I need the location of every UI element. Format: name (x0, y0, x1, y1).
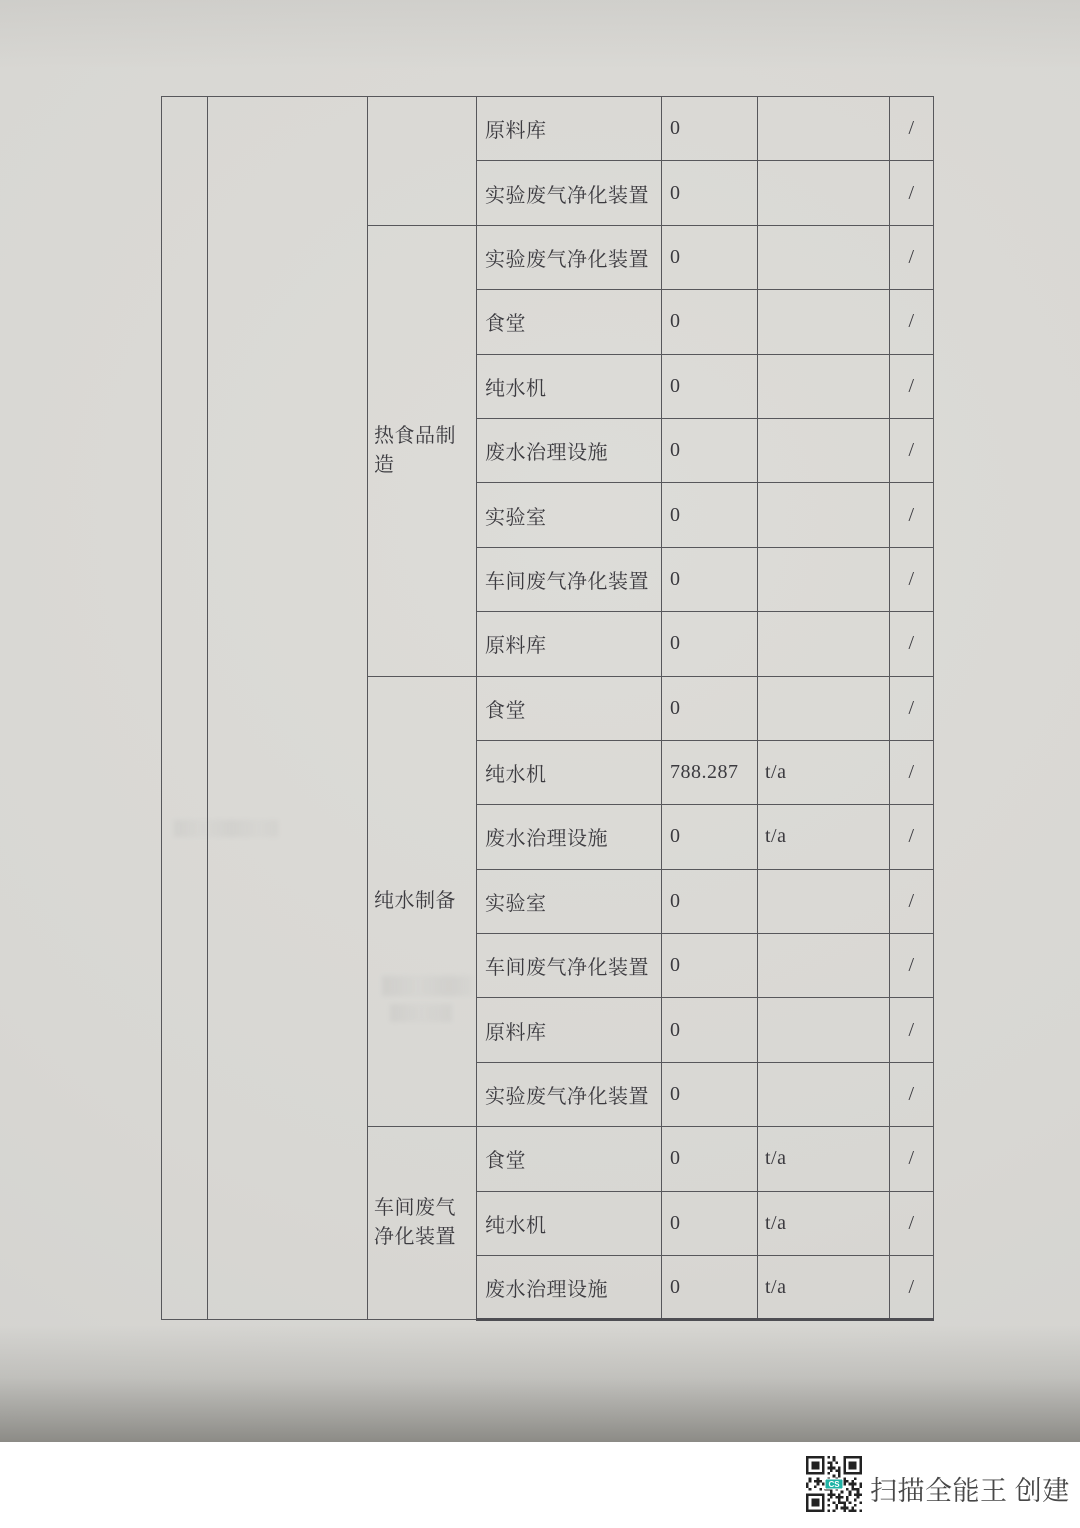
item-cell: 废水治理设施 (477, 418, 662, 482)
item-cell: 纯水机 (477, 354, 662, 418)
remark-cell: / (890, 869, 934, 933)
item-cell: 食堂 (477, 1127, 662, 1191)
unit-cell (758, 97, 890, 161)
item-cell: 食堂 (477, 290, 662, 354)
unit-cell: t/a (758, 1127, 890, 1191)
group-label-cell (368, 97, 477, 226)
value-cell: 0 (662, 290, 758, 354)
value-cell: 0 (662, 225, 758, 289)
svg-text:CS: CS (828, 1479, 840, 1489)
value-cell: 0 (662, 547, 758, 611)
item-cell: 车间废气净化装置 (477, 547, 662, 611)
unit-cell (758, 1062, 890, 1126)
remark-cell: / (890, 290, 934, 354)
unit-cell (758, 547, 890, 611)
remark-cell: / (890, 225, 934, 289)
remark-cell: / (890, 612, 934, 676)
remark-cell: / (890, 483, 934, 547)
photo-bottom-shadow (0, 1325, 1080, 1442)
unit-cell (758, 934, 890, 998)
unit-cell (758, 225, 890, 289)
carryover-cell (208, 97, 368, 1320)
remark-cell: / (890, 1256, 934, 1320)
photo-top-shadow (0, 0, 1080, 70)
remark-cell: / (890, 934, 934, 998)
group-label-cell: 热食品制造 (368, 225, 477, 676)
remark-cell: / (890, 1062, 934, 1126)
group-label-cell: 纯水制备 (368, 676, 477, 1127)
value-cell: 0 (662, 805, 758, 869)
unit-cell: t/a (758, 740, 890, 804)
remark-cell: / (890, 418, 934, 482)
item-cell: 纯水机 (477, 1191, 662, 1255)
item-cell: 车间废气净化装置 (477, 934, 662, 998)
remark-cell: / (890, 97, 934, 161)
unit-cell (758, 290, 890, 354)
value-cell: 0 (662, 483, 758, 547)
remark-cell: / (890, 740, 934, 804)
value-cell: 0 (662, 934, 758, 998)
table-row (162, 97, 934, 161)
group-label-cell: 车间废气净化装置 (368, 1127, 477, 1320)
item-cell: 实验室 (477, 483, 662, 547)
value-cell: 0 (662, 1191, 758, 1255)
item-cell: 实验废气净化装置 (477, 1062, 662, 1126)
scanner-watermark-bar (0, 1442, 1080, 1528)
remark-cell: / (890, 805, 934, 869)
value-cell: 0 (662, 1127, 758, 1191)
item-cell: 原料库 (477, 612, 662, 676)
item-cell: 废水治理设施 (477, 805, 662, 869)
remark-cell: / (890, 354, 934, 418)
value-cell: 0 (662, 418, 758, 482)
facility-emission-table (161, 96, 934, 1321)
scanner-watermark-text: 扫描全能王 创建 (870, 1476, 1070, 1506)
value-cell: 0 (662, 97, 758, 161)
unit-cell (758, 612, 890, 676)
item-cell: 原料库 (477, 998, 662, 1062)
unit-cell (758, 161, 890, 225)
item-cell: 实验废气净化装置 (477, 225, 662, 289)
item-cell: 实验室 (477, 869, 662, 933)
value-cell: 0 (662, 1062, 758, 1126)
unit-cell (758, 998, 890, 1062)
remark-cell: / (890, 676, 934, 740)
item-cell: 废水治理设施 (477, 1256, 662, 1320)
remark-cell: / (890, 161, 934, 225)
item-cell: 食堂 (477, 676, 662, 740)
remark-cell: / (890, 547, 934, 611)
unit-cell: t/a (758, 1191, 890, 1255)
item-cell: 实验废气净化装置 (477, 161, 662, 225)
value-cell: 0 (662, 676, 758, 740)
remark-cell: / (890, 1127, 934, 1191)
value-cell: 788.287 (662, 740, 758, 804)
item-cell: 纯水机 (477, 740, 662, 804)
qr-code-icon (806, 1455, 862, 1513)
remark-cell: / (890, 1191, 934, 1255)
unit-cell (758, 354, 890, 418)
left-margin-cell (162, 97, 208, 1320)
unit-cell (758, 676, 890, 740)
value-cell: 0 (662, 612, 758, 676)
value-cell: 0 (662, 998, 758, 1062)
unit-cell (758, 418, 890, 482)
unit-cell: t/a (758, 1256, 890, 1320)
unit-cell (758, 869, 890, 933)
value-cell: 0 (662, 161, 758, 225)
value-cell: 0 (662, 1256, 758, 1320)
value-cell: 0 (662, 354, 758, 418)
value-cell: 0 (662, 869, 758, 933)
unit-cell: t/a (758, 805, 890, 869)
remark-cell: / (890, 998, 934, 1062)
unit-cell (758, 483, 890, 547)
item-cell: 原料库 (477, 97, 662, 161)
